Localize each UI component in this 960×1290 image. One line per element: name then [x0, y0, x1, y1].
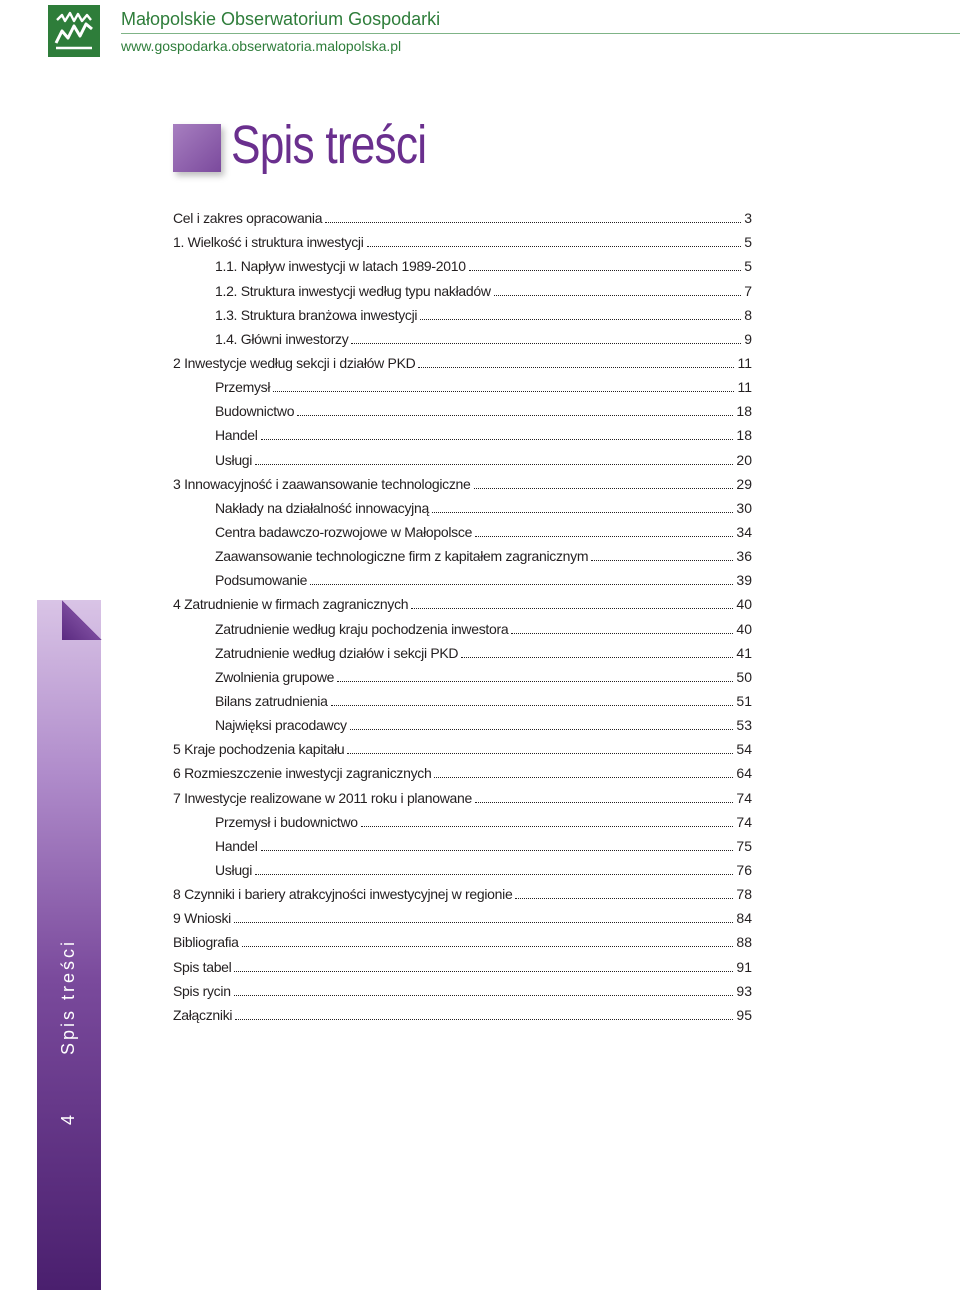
toc-entry-label: Budownictwo: [215, 403, 295, 420]
toc-entry-label: Spis tabel: [173, 958, 232, 975]
toc-entry-page: 39: [736, 572, 752, 589]
side-section-label: Spis treści: [58, 938, 78, 1055]
toc-entry-label: Bibliografia: [173, 934, 239, 951]
toc-entry[interactable]: [173, 398, 752, 422]
toc-entry-label: Usługi: [215, 451, 253, 468]
toc-entry[interactable]: [173, 640, 752, 664]
toc-entry-label: Usługi: [215, 861, 253, 878]
toc-leader-dots: [234, 995, 734, 996]
toc-leader-dots: [255, 874, 733, 875]
toc-entry-label: Najwięksi pracodawcy: [215, 717, 347, 734]
toc-leader-dots: [411, 608, 733, 609]
toc-leader-dots: [361, 826, 734, 827]
toc-leader-dots: [434, 777, 733, 778]
toc-entry[interactable]: [173, 953, 752, 977]
toc-leader-dots: [297, 415, 733, 416]
page-title: Spis treści: [231, 115, 427, 175]
toc-entry-page: 78: [736, 886, 752, 903]
toc-entry[interactable]: [173, 495, 752, 519]
toc-entry[interactable]: [173, 374, 752, 398]
toc-entry[interactable]: [173, 978, 752, 1002]
toc-entry[interactable]: [173, 350, 752, 374]
toc-leader-dots: [367, 246, 742, 247]
toc-entry-page: 54: [736, 741, 752, 758]
toc-entry-page: 18: [736, 427, 752, 444]
toc-entry[interactable]: [173, 591, 752, 615]
toc-entry[interactable]: [173, 543, 752, 567]
toc-entry-page: 75: [736, 837, 752, 854]
toc-entry[interactable]: [173, 277, 752, 301]
toc-leader-dots: [420, 319, 741, 320]
toc-entry-label: Handel: [215, 427, 258, 444]
toc-entry-page: 29: [736, 475, 752, 492]
toc-leader-dots: [475, 536, 733, 537]
toc-entry-label: Zatrudnienie według działów i sekcji PKD: [215, 644, 459, 661]
toc-entry-label: 4 Zatrudnienie w firmach zagranicznych: [173, 596, 409, 613]
toc-leader-dots: [325, 222, 741, 223]
toc-entry[interactable]: [173, 302, 752, 326]
toc-entry-page: 18: [736, 403, 752, 420]
toc-entry-page: 7: [744, 282, 752, 299]
toc-entry[interactable]: [173, 422, 752, 446]
toc-leader-dots: [474, 488, 734, 489]
toc-entry-label: Centra badawczo-rozwojowe w Małopolsce: [215, 523, 473, 540]
toc-entry-label: 1. Wielkość i struktura inwestycji: [173, 234, 364, 251]
toc-entry-page: 95: [736, 1006, 752, 1023]
toc-leader-dots: [351, 343, 741, 344]
toc-entry[interactable]: [173, 809, 752, 833]
toc-leader-dots: [475, 802, 733, 803]
header-divider: [121, 33, 960, 34]
toc-entry-label: Podsumowanie: [215, 572, 308, 589]
toc-leader-dots: [515, 898, 733, 899]
toc-entry-page: 51: [736, 692, 752, 709]
toc-entry-page: 3: [744, 210, 752, 227]
side-tab-fold: [62, 600, 102, 640]
toc-entry-label: 1.4. Główni inwestorzy: [215, 330, 349, 347]
toc-entry[interactable]: [173, 519, 752, 543]
toc-entry[interactable]: [173, 664, 752, 688]
toc-leader-dots: [310, 584, 733, 585]
toc-entry-page: 84: [736, 910, 752, 927]
toc-leader-dots: [273, 391, 734, 392]
toc-entry-label: Przemysł i budownictwo: [215, 813, 358, 830]
toc-entry[interactable]: [173, 905, 752, 929]
toc-entry-page: 40: [736, 596, 752, 613]
toc-entry-page: 53: [736, 717, 752, 734]
toc-leader-dots: [347, 753, 733, 754]
toc-leader-dots: [234, 971, 733, 972]
toc-entry-page: 30: [736, 499, 752, 516]
toc-entry[interactable]: [173, 929, 752, 953]
toc-entry[interactable]: [173, 881, 752, 905]
toc-entry[interactable]: [173, 326, 752, 350]
toc-entry-page: 41: [736, 644, 752, 661]
toc-entry-page: 11: [737, 379, 752, 396]
toc-leader-dots: [261, 850, 734, 851]
site-url-link[interactable]: www.gospodarka.obserwatoria.malopolska.pl: [121, 38, 402, 54]
heading-square-icon: [173, 124, 221, 172]
toc-leader-dots: [418, 367, 734, 368]
toc-entry[interactable]: [173, 615, 752, 639]
toc-entry[interactable]: [173, 567, 752, 591]
toc-entry-label: Zatrudnienie według kraju pochodzenia inwestora: [215, 620, 509, 637]
toc-entry-page: 36: [736, 548, 752, 565]
toc-entry-label: Przemysł: [215, 379, 271, 396]
toc-leader-dots: [261, 439, 734, 440]
toc-entry[interactable]: [173, 229, 752, 253]
toc-entry-page: 40: [736, 620, 752, 637]
toc-entry[interactable]: [173, 736, 752, 760]
toc-entry[interactable]: [173, 446, 752, 470]
toc-entry-label: Bilans zatrudnienia: [215, 692, 328, 709]
toc-leader-dots: [255, 464, 733, 465]
toc-entry-label: 9 Wnioski: [173, 910, 231, 927]
toc-entry-label: 3 Innowacyjność i zaawansowanie technologiczne: [173, 475, 471, 492]
toc-entry[interactable]: [173, 712, 752, 736]
toc-entry-page: 34: [736, 523, 752, 540]
table-of-contents: [173, 205, 752, 1026]
toc-entry-label: 1.3. Struktura branżowa inwestycji: [215, 306, 418, 323]
toc-leader-dots: [591, 560, 733, 561]
toc-entry-label: 2 Inwestycje według sekcji i działów PKD: [173, 354, 416, 371]
toc-leader-dots: [511, 633, 733, 634]
toc-leader-dots: [331, 705, 734, 706]
toc-entry-label: Zwolnienia grupowe: [215, 668, 335, 685]
toc-entry[interactable]: [173, 760, 752, 784]
toc-entry-page: 88: [736, 934, 752, 951]
toc-entry-page: 74: [736, 813, 752, 830]
toc-entry-label: Załączniki: [173, 1006, 233, 1023]
chart-crown-logo-icon: [48, 5, 100, 57]
toc-entry-label: 7 Inwestycje realizowane w 2011 roku i planowane: [173, 789, 472, 806]
toc-entry-page: 76: [736, 861, 752, 878]
toc-entry[interactable]: [173, 471, 752, 495]
toc-entry-page: 50: [736, 668, 752, 685]
toc-leader-dots: [494, 295, 742, 296]
toc-entry-page: 8: [744, 306, 752, 323]
toc-entry-label: 6 Rozmieszczenie inwestycji zagranicznych: [173, 765, 432, 782]
toc-entry-page: 64: [736, 765, 752, 782]
toc-entry-label: Nakłady na działalność innowacyjną: [215, 499, 429, 516]
toc-entry-label: 8 Czynniki i bariery atrakcyjności inwestycyjnej w regionie: [173, 886, 513, 903]
toc-entry-label: Spis rycin: [173, 982, 231, 999]
toc-leader-dots: [469, 270, 741, 271]
toc-entry[interactable]: [173, 833, 752, 857]
toc-entry-label: 1.2. Struktura inwestycji według typu nakładów: [215, 282, 491, 299]
toc-entry-page: 93: [736, 982, 752, 999]
toc-leader-dots: [234, 922, 733, 923]
toc-entry-page: 9: [744, 330, 752, 347]
toc-entry-label: 5 Kraje pochodzenia kapitału: [173, 741, 345, 758]
toc-entry-label: Zaawansowanie technologiczne firm z kapitałem zagranicznym: [215, 548, 589, 565]
toc-leader-dots: [350, 729, 734, 730]
toc-entry-page: 74: [736, 789, 752, 806]
toc-entry[interactable]: [173, 253, 752, 277]
toc-leader-dots: [461, 657, 733, 658]
toc-entry-page: 91: [736, 958, 752, 975]
toc-entry[interactable]: [173, 1002, 752, 1026]
toc-entry[interactable]: [173, 784, 752, 808]
toc-entry[interactable]: [173, 857, 752, 881]
toc-entry[interactable]: [173, 205, 752, 229]
toc-entry[interactable]: [173, 688, 752, 712]
toc-entry-label: Cel i zakres opracowania: [173, 210, 323, 227]
toc-entry-page: 11: [737, 354, 752, 371]
toc-entry-label: 1.1. Napływ inwestycji w latach 1989-2010: [215, 258, 466, 275]
toc-leader-dots: [432, 512, 733, 513]
page-number: 4: [58, 1114, 78, 1125]
toc-leader-dots: [337, 681, 733, 682]
toc-entry-page: 5: [744, 258, 752, 275]
toc-entry-page: 5: [744, 234, 752, 251]
toc-leader-dots: [242, 946, 734, 947]
toc-entry-label: Handel: [215, 837, 258, 854]
toc-entry-page: 20: [736, 451, 752, 468]
org-name: Małopolskie Obserwatorium Gospodarki: [121, 9, 441, 29]
toc-leader-dots: [235, 1019, 733, 1020]
